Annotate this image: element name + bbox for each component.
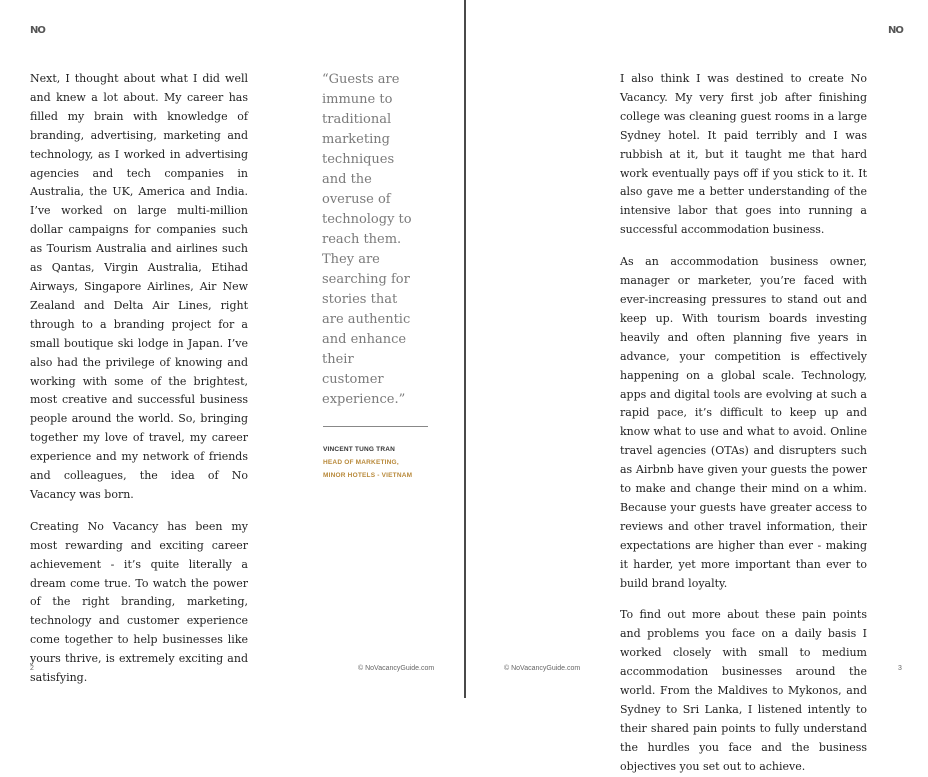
quote-author-company: MINOR HOTELS - VIETNAM xyxy=(323,472,413,479)
left-body-text xyxy=(30,70,248,688)
paragraph: Next, I thought about what I did well and knew a lot about. My career has filled my brain with knowledge of branding, advertising, marketing and technology, as I worked in advertising agencies and tech companies in Australia, the UK, America and India. I’ve worked on large multi-million dollar campaigns for companies such as Tourism Australia and airlines such as Qantas, Virgin Australia, Etihad Airways, Singapore Airlines, Air New Zealand and Delta Air Lines, right through to a branding project for a small boutique ski lodge in Japan. I’ve also had the privilege of knowing and working with some of the brightest, most creative and successful business people around the world. So, bringing together my love of travel, my career experience and my network of friends and colleagues, the idea of No Vacancy was born. xyxy=(30,72,248,501)
quote-divider xyxy=(323,426,428,427)
footer-url: © NoVacancyGuide.com xyxy=(504,665,581,672)
paragraph: As an accommodation business owner, manager or marketer, you’re faced with ever-increasing pressures to stand out and keep up. With tourism boards investing heavily and often planning five years in advance, your competition is effectively happening on a global scale. Technology, apps and digital tools are evolving at such a rapid pace, it’s difficult to keep up and know what to use and what to avoid. Online travel agencies (OTAs) and disrupters such as Airbnb have given your guests the power to make and change their mind on a whim. Because your guests have greater access to reviews and other travel information, their expectations are higher than ever - making it harder, yet more important than ever to build brand loyalty. xyxy=(620,255,867,590)
right-page xyxy=(466,0,928,773)
page-number: 3 xyxy=(898,665,902,672)
quote-author-name: VINCENT TUNG TRAN xyxy=(323,446,396,453)
page-number: 2 xyxy=(30,665,34,672)
pull-quote: “Guests are immune to traditional marketing techniques and the overuse of technology to reach them. They are searching for stories that are authentic and enhance their customer experience.” xyxy=(322,72,412,407)
paragraph: To find out more about these pain points and problems you face on a daily basis I worked closely with small to medium accommodation businesses around the world. From the Maldives to Mykonos, and Sydney to Sri Lanka, I listened intently to their shared pain points to fully understand the hurdles you face and the business objectives you set out to achieve. xyxy=(620,608,867,773)
no-vacancy-logo: NO xyxy=(888,25,903,36)
quote-author-role: HEAD OF MARKETING, xyxy=(323,459,399,466)
right-body-text xyxy=(620,70,867,777)
paragraph: Creating No Vacancy has been my most rewarding and exciting career achievement - it’s quite literally a dream come true. To watch the power of the right branding, marketing, technology and customer experience come together to help businesses like yours thrive, is extremely exciting and satisfying. xyxy=(30,519,248,685)
paragraph: I also think I was destined to create No Vacancy. My very first job after finishing college was cleaning guest rooms in a large Sydney hotel. It paid terribly and I was rubbish at it, but it taught me that hard work eventually pays off if you stick to it. It also gave me a better understanding of the intensive labor that goes into running a successful accommodation business. xyxy=(620,72,867,237)
left-page xyxy=(0,0,464,698)
no-vacancy-logo: NO xyxy=(30,25,45,36)
footer-url: © NoVacancyGuide.com xyxy=(358,665,435,672)
